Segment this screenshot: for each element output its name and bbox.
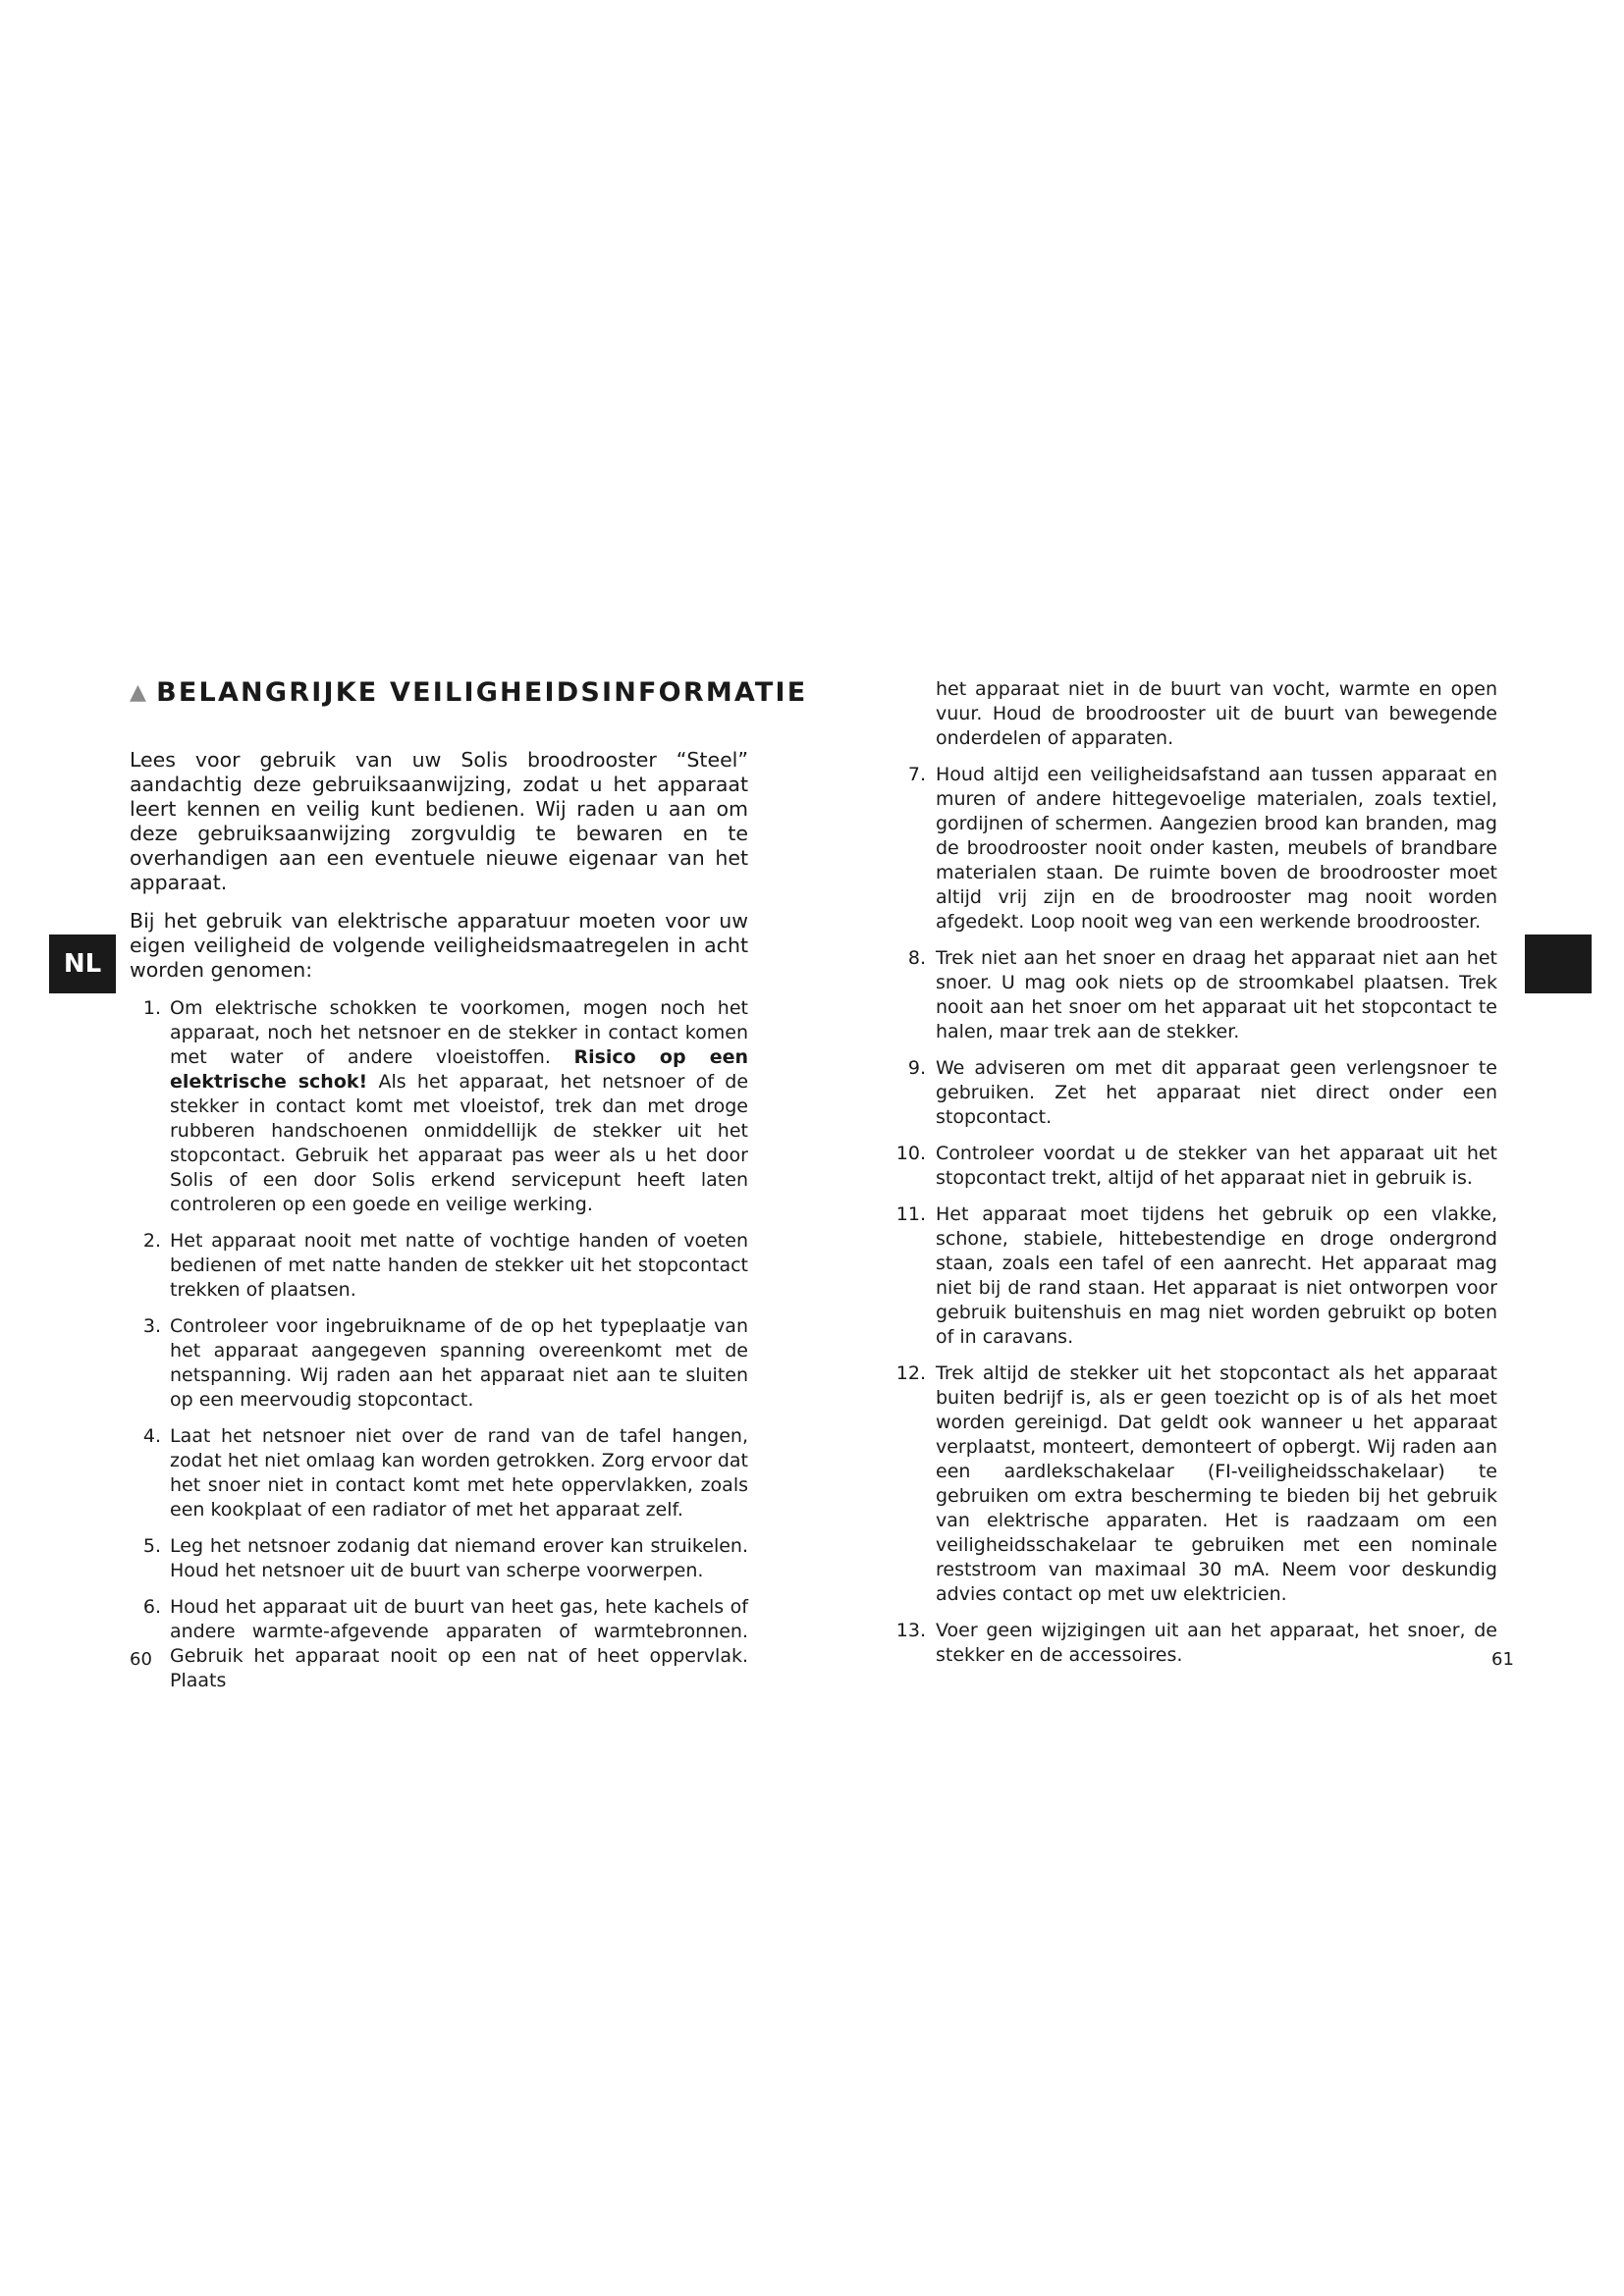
item-number: 8.	[907, 947, 926, 969]
item-text: Houd het apparaat uit de buurt van heet gas, hete kachels of andere warmte-afgevende apparaten of warmtebronnen. Gebruik het apparaat nooit op een nat of heet oppervlak. Plaats	[170, 1596, 748, 1692]
item-6-continuation: het apparaat niet in de buurt van vocht, warmte en open vuur. Houd de broodrooster uit de buurt van bewegende onderdelen of apparaten.	[936, 678, 1497, 749]
list-item	[879, 1619, 1497, 1668]
warning-triangle-icon: ▲	[130, 680, 149, 705]
item-text: Controleer voor ingebruikname of de op het typeplaatje van het apparaat aangegeven spanning overeenkomt met de netspanning. Wij raden aan het apparaat niet aan te sluiten op een meervoudig stopcontact.	[170, 1315, 748, 1412]
item-text: Trek niet aan het snoer en draag het apparaat niet aan het snoer. U mag ook niets op de stroomkabel plaatsen. Trek nooit aan het snoer om het apparaat uit het stopcontact te halen, maar trek aan de stekker.	[936, 947, 1497, 1042]
page-number-right: 61	[1491, 1649, 1514, 1670]
list-item	[879, 1056, 1497, 1130]
item-number: 6.	[142, 1596, 161, 1619]
safety-list-left	[130, 996, 748, 1693]
item-text: Controleer voordat u de stekker van het apparaat uit het stopcontact trekt, altijd of het apparaat niet in gebruik is.	[936, 1143, 1497, 1189]
item-text: Leg het netsnoer zodanig dat niemand erover kan struikelen. Houd het netsnoer uit de buurt van scherpe voorwerpen.	[170, 1535, 748, 1582]
list-item	[130, 1229, 748, 1303]
section-heading	[130, 677, 808, 709]
item-number: 13.	[895, 1620, 926, 1641]
item-warning-bold: Risico op een elektrische schok!	[170, 1046, 748, 1094]
item-number: 11.	[895, 1203, 926, 1225]
item-text: Het apparaat nooit met natte of vochtige handen of voeten bedienen of met natte handen de stekker uit het stopcontact trekken of plaatsen.	[170, 1230, 748, 1302]
list-item	[130, 996, 748, 1217]
item-number: 12.	[895, 1362, 926, 1384]
item-number: 9.	[907, 1057, 926, 1079]
list-item	[879, 1142, 1497, 1191]
list-item	[879, 1202, 1497, 1350]
item-number: 1.	[142, 997, 161, 1020]
item-text: We adviseren om met dit apparaat geen verlengsnoer te gebruiken. Zet het apparaat niet direct onder een stopcontact.	[936, 1057, 1497, 1128]
intro-paragraph-2: Bij het gebruik van elektrische apparatuur moeten voor uw eigen veiligheid de volgende veiligheidsmaatregelen in acht worden genomen:	[130, 909, 748, 983]
item-number: 2.	[142, 1230, 161, 1253]
language-tab-marker	[1525, 934, 1592, 993]
item-number: 5.	[142, 1535, 161, 1558]
item-text: Voer geen wijzigingen uit aan het apparaat, het snoer, de stekker en de accessoires.	[936, 1620, 1497, 1666]
item-text: Trek altijd de stekker uit het stopcontact als het apparaat buiten bedrijf is, als er geen toezicht op is of als het moet worden gereinigd. Dat geldt ook wanneer u het apparaat verplaatst, monteert, demonteert of opbergt. Wij raden aan een aardlekschakelaar (FI-veiligheidsschakelaar) te gebruiken om extra bescherming te bieden bij het gebruik van elektrische apparaten. Het is raadzaam om een veiligheidsschakelaar te gebruiken met een nominale reststroom van maximaal 30 mA. Neem voor deskundig advies contact op met uw elektricien.	[936, 1362, 1497, 1605]
intro-paragraph-1: Lees voor gebruik van uw Solis broodrooster “Steel” aandachtig deze gebruiksaanwijzing, zodat u het apparaat leert kennen en veilig kunt bedienen. Wij raden u aan om deze gebruiksaanwijzing zorgvuldig te bewaren en te overhandigen aan een eventuele nieuwe eigenaar van het apparaat.	[130, 748, 748, 895]
item-text: Laat het netsnoer niet over de rand van de tafel hangen, zodat het niet omlaag kan worden getrokken. Zorg ervoor dat het snoer niet in contact komt met hete oppervlakken, zoals een kookplaat of een radiator of met het apparaat zelf.	[170, 1425, 748, 1522]
language-tab	[49, 934, 116, 993]
list-item	[879, 946, 1497, 1044]
item-number: 7.	[907, 764, 926, 785]
list-item	[130, 1595, 748, 1693]
list-item	[130, 1534, 748, 1583]
right-column	[879, 677, 1497, 1680]
safety-list-right	[879, 763, 1497, 1668]
left-column	[130, 677, 808, 1705]
language-tab-label: NL	[63, 949, 102, 979]
list-item	[879, 763, 1497, 934]
item-number: 4.	[142, 1425, 161, 1448]
list-item	[879, 1362, 1497, 1607]
item-text: Om elektrische schokken te voorkomen, mogen noch het apparaat, noch het netsnoer en de stekker in contact komen met water of andere vloeistoffen.	[170, 997, 748, 1069]
item-text: Het apparaat moet tijdens het gebruik op een vlakke, schone, stabiele, hittebestendige en droge ondergrond staan, zoals een tafel of een aanrecht. Het apparaat mag niet bij de rand staan. Het apparaat is niet ontworpen voor gebruik buitenshuis en mag niet worden gebruikt op boten of in caravans.	[936, 1203, 1497, 1348]
heading-text: BELANGRIJKE VEILIGHEIDSINFORMATIE	[156, 677, 808, 708]
item-text: Houd altijd een veiligheidsafstand aan tussen apparaat en muren of andere hittegevoelige materialen, zoals textiel, gordijnen of schermen. Aangezien brood kan branden, mag de broodrooster nooit onder kasten, meubels of brandbare materialen staan. De ruimte boven de broodrooster moet altijd vrij zijn en de broodrooster mag nooit worden afgedekt. Loop nooit weg van een werkende broodrooster.	[936, 764, 1497, 933]
item-number: 10.	[895, 1143, 926, 1164]
item-text: Als het apparaat, het netsnoer of de stekker in contact komt met vloeistof, trek dan met droge rubberen handschoenen onmiddellijk de stekker uit het stopcontact. Gebruik het apparaat pas weer als u het door Solis of een door Solis erkend servicepunt heeft laten controleren op een goede en veilige werking.	[170, 1071, 749, 1216]
list-item	[130, 1424, 748, 1522]
item-number: 3.	[142, 1315, 161, 1338]
list-item	[130, 1314, 748, 1413]
page-number-left: 60	[130, 1649, 152, 1670]
